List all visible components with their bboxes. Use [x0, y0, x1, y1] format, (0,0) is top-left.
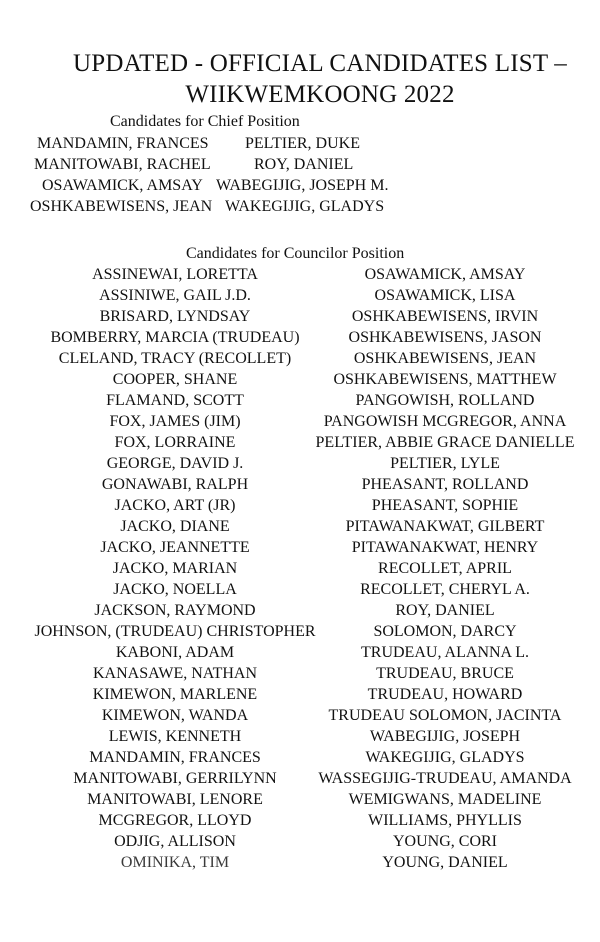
- councilor-candidate: COOPER, SHANE: [112, 371, 238, 388]
- councilor-candidate: FLAMAND, SCOTT: [106, 392, 244, 409]
- councilor-candidate: MCGREGOR, LLOYD: [98, 812, 252, 829]
- councilor-candidate: TRUDEAU, BRUCE: [376, 665, 514, 682]
- councilor-candidate: OSAWAMICK, AMSAY: [364, 266, 526, 283]
- councilor-candidate: MANDAMIN, FRANCES: [89, 749, 261, 766]
- councilor-candidate: GEORGE, DAVID J.: [106, 455, 244, 472]
- councilor-candidate: JACKO, MARIAN: [112, 560, 238, 577]
- councilor-candidate: TRUDEAU, HOWARD: [367, 686, 523, 703]
- councilor-candidate: PITAWANAKWAT, GILBERT: [345, 518, 545, 535]
- councilor-list-left: [20, 264, 330, 873]
- councilor-candidate: TRUDEAU, ALANNA L.: [361, 644, 529, 661]
- councilor-candidate: PHEASANT, ROLLAND: [361, 476, 529, 493]
- councilor-candidate: PANGOWISH, ROLLAND: [355, 392, 535, 409]
- councilor-candidate: JOHNSON, (TRUDEAU) CHRISTOPHER: [34, 623, 316, 640]
- councilor-candidate: KIMEWON, MARLENE: [92, 686, 258, 703]
- councilor-candidate: JACKO, DIANE: [120, 518, 230, 535]
- councilor-candidate: ODJIG, ALLISON: [114, 833, 236, 850]
- councilor-candidate: SOLOMON, DARCY: [373, 623, 517, 640]
- chief-candidate: OSHKABEWISENS, JEAN: [30, 198, 213, 215]
- councilor-candidate: CLELAND, TRACY (RECOLLET): [58, 350, 292, 367]
- chief-candidate: MANDAMIN, FRANCES: [37, 135, 209, 152]
- document-title-line-2: WIIKWEMKOONG 2022: [185, 81, 455, 108]
- councilor-candidate: WEMIGWANS, MADELINE: [348, 791, 542, 808]
- councilor-candidate: BOMBERRY, MARCIA (TRUDEAU): [50, 329, 300, 346]
- chief-candidate: WABEGIJIG, JOSEPH M.: [216, 177, 389, 194]
- councilor-section-heading: Candidates for Councilor Position: [186, 245, 405, 262]
- chief-candidate: OSAWAMICK, AMSAY: [42, 177, 203, 194]
- councilor-candidate: WASSEGIJIG-TRUDEAU, AMANDA: [318, 770, 572, 787]
- councilor-candidate: PELTIER, ABBIE GRACE DANIELLE: [315, 434, 575, 451]
- councilor-candidate: BRISARD, LYNDSAY: [99, 308, 251, 325]
- councilor-candidate: OMINIKA, TIM: [120, 854, 230, 871]
- councilor-candidate: OSHKABEWISENS, MATTHEW: [333, 371, 557, 388]
- councilor-candidate: YOUNG, CORI: [393, 833, 497, 850]
- councilor-candidate: KANASAWE, NATHAN: [92, 665, 258, 682]
- chief-candidate: WAKEGIJIG, GLADYS: [225, 198, 385, 215]
- councilor-candidate: MANITOWABI, GERRILYNN: [73, 770, 277, 787]
- councilor-candidate: WAKEGIJIG, GLADYS: [365, 749, 525, 766]
- chief-candidate: MANITOWABI, RACHEL: [34, 156, 211, 173]
- councilor-candidate: KABONI, ADAM: [115, 644, 235, 661]
- councilor-candidate: TRUDEAU SOLOMON, JACINTA: [328, 707, 562, 724]
- councilor-candidate: KIMEWON, WANDA: [101, 707, 249, 724]
- document-title-line-1: UPDATED - OFFICIAL CANDIDATES LIST –: [72, 50, 568, 77]
- councilor-list-right: [300, 264, 590, 873]
- councilor-candidate: ROY, DANIEL: [395, 602, 495, 619]
- councilor-candidate: OSHKABEWISENS, IRVIN: [351, 308, 539, 325]
- councilor-candidate: OSAWAMICK, LISA: [374, 287, 516, 304]
- councilor-candidate: FOX, LORRAINE: [114, 434, 236, 451]
- councilor-candidate: WILLIAMS, PHYLLIS: [368, 812, 522, 829]
- councilor-candidate: RECOLLET, APRIL: [378, 560, 512, 577]
- councilor-candidate: JACKO, ART (JR): [114, 497, 236, 514]
- councilor-candidate: WABEGIJIG, JOSEPH: [369, 728, 521, 745]
- chief-candidate: PELTIER, DUKE: [245, 135, 360, 152]
- councilor-candidate: ASSINEWAI, LORETTA: [92, 266, 258, 283]
- councilor-candidate: JACKO, JEANNETTE: [100, 539, 250, 556]
- councilor-candidate: JACKO, NOELLA: [113, 581, 237, 598]
- councilor-candidate: PITAWANAKWAT, HENRY: [351, 539, 539, 556]
- councilor-candidate: YOUNG, DANIEL: [382, 854, 508, 871]
- chief-candidate: ROY, DANIEL: [254, 156, 354, 173]
- councilor-candidate: OSHKABEWISENS, JEAN: [353, 350, 537, 367]
- councilor-candidate: FOX, JAMES (JIM): [109, 413, 241, 430]
- councilor-candidate: RECOLLET, CHERYL A.: [360, 581, 530, 598]
- councilor-candidate: MANITOWABI, LENORE: [87, 791, 263, 808]
- chief-section-heading: Candidates for Chief Position: [110, 113, 300, 130]
- councilor-candidate: JACKSON, RAYMOND: [94, 602, 256, 619]
- councilor-candidate: LEWIS, KENNETH: [108, 728, 242, 745]
- councilor-candidate: PHEASANT, SOPHIE: [371, 497, 519, 514]
- councilor-candidate: OSHKABEWISENS, JASON: [348, 329, 542, 346]
- councilor-candidate: PELTIER, LYLE: [390, 455, 500, 472]
- councilor-candidate: ASSINIWE, GAIL J.D.: [99, 287, 251, 304]
- councilor-candidate: GONAWABI, RALPH: [101, 476, 249, 493]
- councilor-candidate: PANGOWISH MCGREGOR, ANNA: [323, 413, 567, 430]
